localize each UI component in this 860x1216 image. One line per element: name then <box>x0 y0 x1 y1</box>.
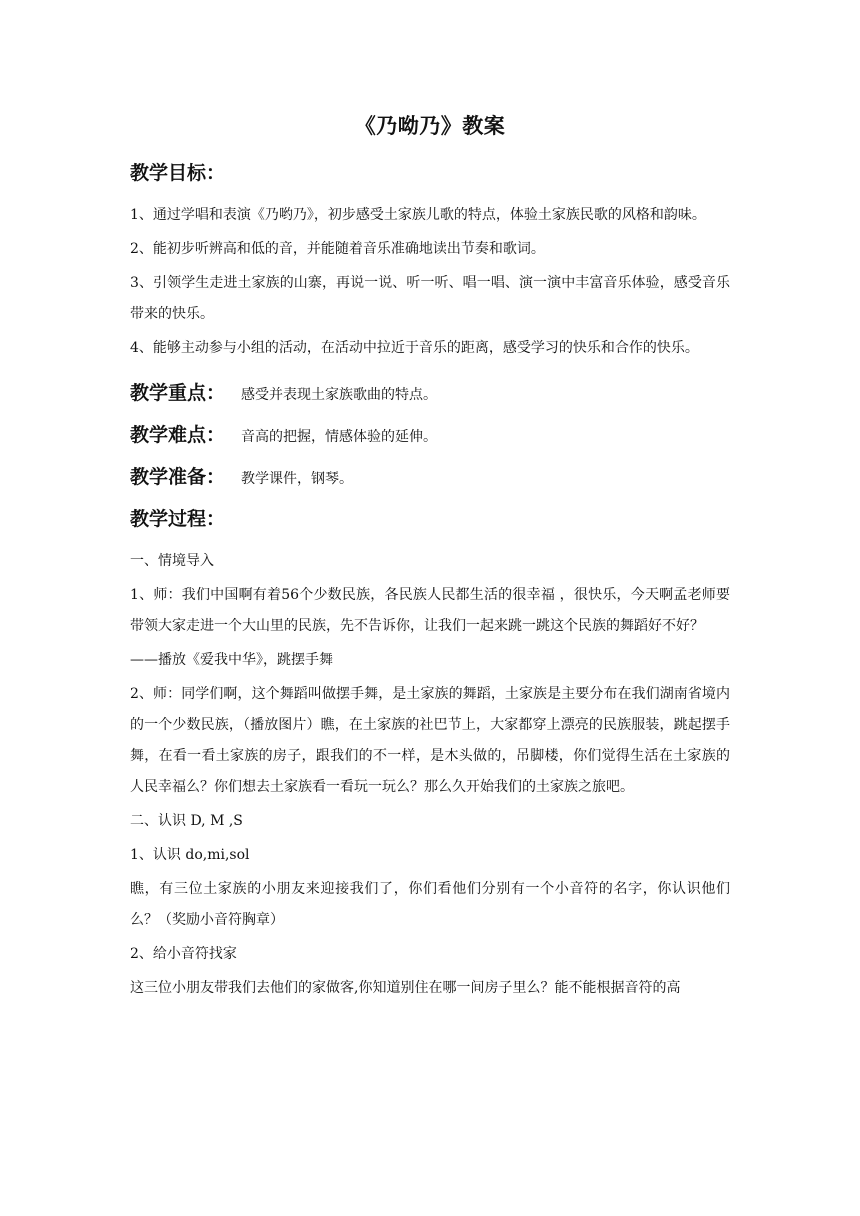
difficulty-value: 音高的把握，情感体验的延伸。 <box>241 429 438 445</box>
process-paragraph: 2、师：同学们啊，这个舞蹈叫做摆手舞，是土家族的舞蹈，土家族是主要分布在我们湖南省境内的一个少数民族，（播放图片）瞧，在土家族的社巴节上，大家都穿上漂亮的民族服装，跳起摆手舞，在看一看土家族的房子，跟我们的不一样，是木头做的，吊脚楼，你们觉得生活在土家族的人民幸福么？你们想去土家族看一看玩一玩么？那么久开始我们的土家族之旅吧。 <box>130 686 730 795</box>
process-paragraph: ——播放《爱我中华》，跳摆手舞 <box>130 652 333 668</box>
preparation-row <box>130 464 730 492</box>
difficulty-heading: 教学难点： <box>130 424 226 446</box>
goal-item: 1、通过学唱和表演《乃哟乃》，初步感受土家族儿歌的特点，体验土家族民歌的风格和韵味。 <box>130 207 706 223</box>
goal-item: 4、能够主动参与小组的活动，在活动中拉近于音乐的距离，感受学习的快乐和合作的快乐。 <box>130 340 699 356</box>
key-point-row <box>130 380 730 408</box>
goal-item: 2、能初步听辨高和低的音，并能随着音乐准确地读出节奏和歌词。 <box>130 241 545 257</box>
difficulty-row <box>130 422 730 450</box>
process-paragraph: 二、认识 D, M ,S <box>130 813 243 829</box>
document-title: 《乃呦乃》教案 <box>354 113 506 138</box>
process-paragraph: 瞧，有三位土家族的小朋友来迎接我们了，你们看他们分别有一个小音符的名字，你认识他们么？（奖励小音符胸章） <box>130 881 730 928</box>
preparation-value: 教学课件，钢琴。 <box>241 471 354 487</box>
key-point-heading: 教学重点： <box>130 382 226 404</box>
process-paragraph: 一、情境导入 <box>130 553 214 569</box>
goal-item: 3、引领学生走进土家族的山寨，再说一说、听一听、唱一唱、演一演中丰富音乐体验，感受音乐带来的快乐。 <box>130 275 730 322</box>
goals-heading: 教学目标： <box>130 162 226 184</box>
process-paragraph: 这三位小朋友带我们去他们的家做客,你知道别住在哪一间房子里么？能不能根据音符的高 <box>130 980 681 996</box>
document-page <box>130 110 730 1007</box>
process-paragraph: 2、给小音符找家 <box>130 946 237 962</box>
preparation-heading: 教学准备： <box>130 466 226 488</box>
process-heading: 教学过程： <box>130 508 226 530</box>
process-paragraph: 1、师：我们中国啊有着56个少数民族，各民族人民都生活的很幸福 ，很快乐，今天啊孟老师要带领大家走进一个大山里的民族，先不告诉你，让我们一起来跳一跳这个民族的舞蹈好不好？ <box>130 587 730 634</box>
key-point-value: 感受并表现土家族歌曲的特点。 <box>241 387 438 403</box>
process-paragraph: 1、认识 do,mi,sol <box>130 847 250 863</box>
